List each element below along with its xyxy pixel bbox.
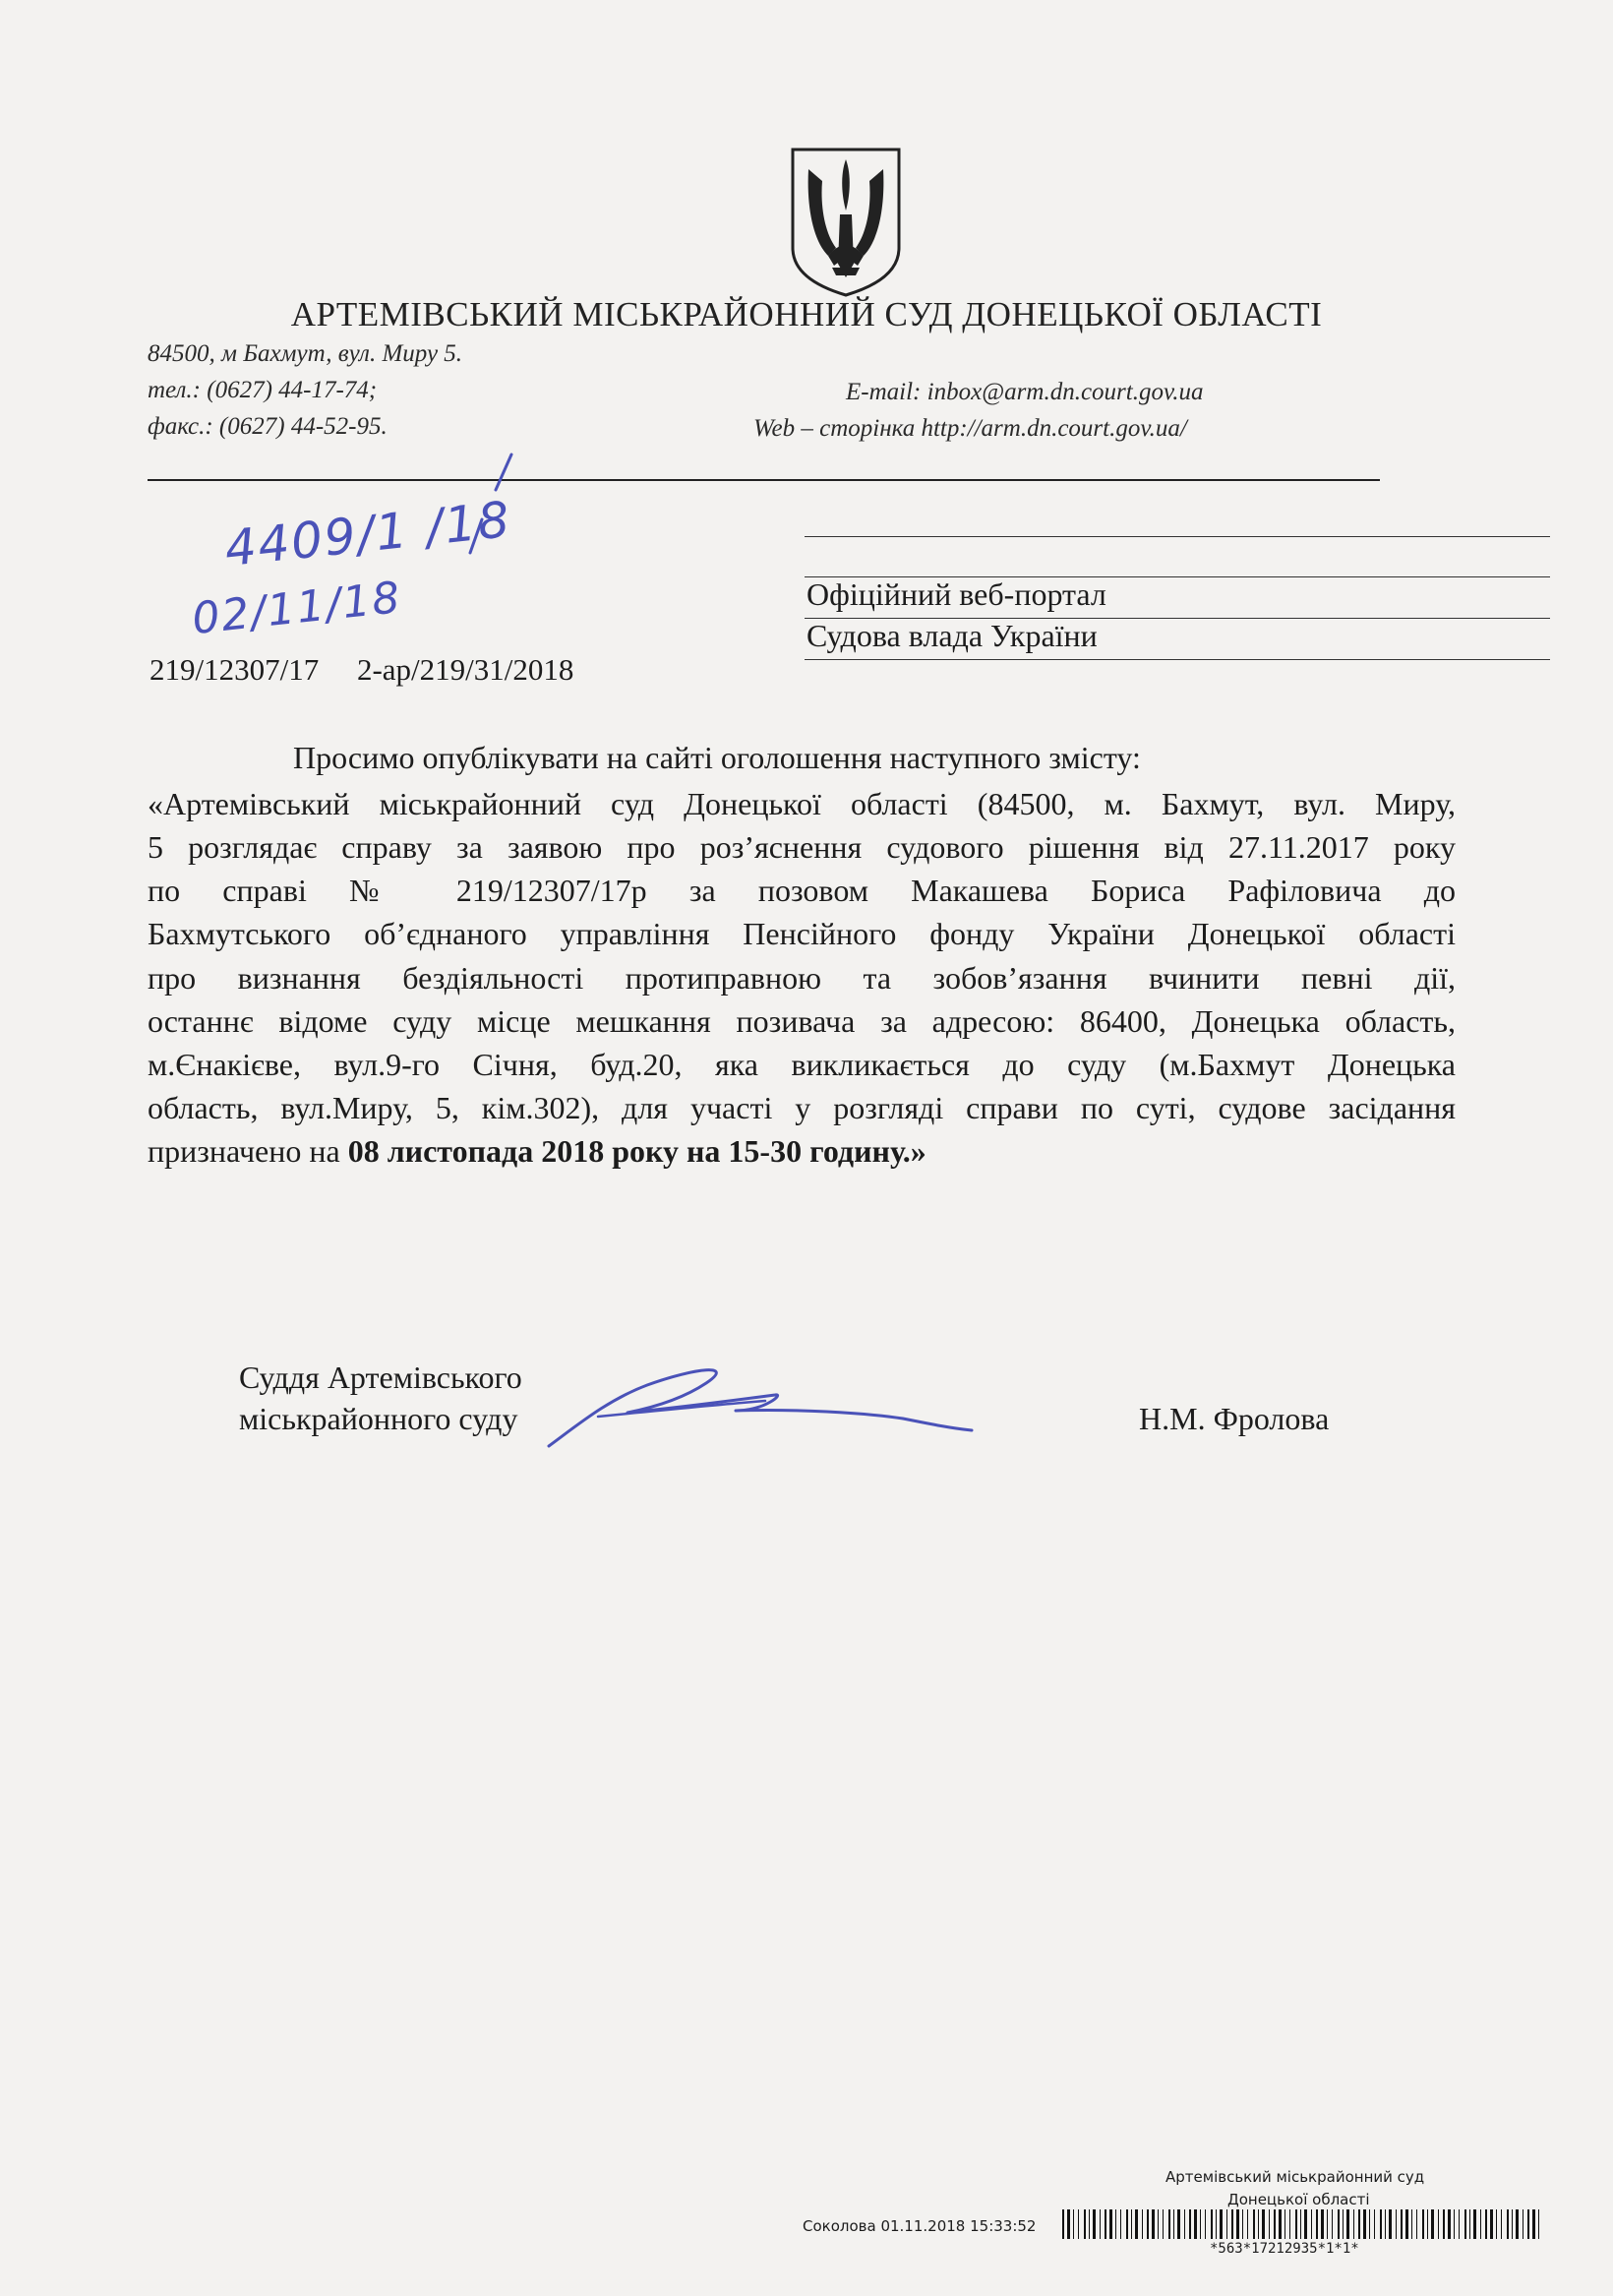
court-fax: факс.: (0627) 44-52-95. <box>148 413 388 440</box>
hearing-date: 08 листопада 2018 року на 15-30 годину.» <box>347 1133 926 1169</box>
judge-name: Н.М. Фролова <box>1139 1401 1330 1436</box>
barcode-number: *563*17212935*1*1* <box>1210 2241 1359 2257</box>
judge-title-line-2: міськрайонного суду <box>239 1401 518 1436</box>
judge-signature <box>539 1356 982 1454</box>
hearing-date-line <box>148 1129 1456 1173</box>
announcement-line: про визнання бездіяльності протиправною та зобов’язання вчинити певні дії, <box>148 960 1456 996</box>
trident-emblem-icon <box>789 146 903 299</box>
header-divider <box>148 479 1380 481</box>
recipient-line-1 <box>805 536 1550 537</box>
barcode <box>1062 2209 1544 2239</box>
announcement-line: «Артемівський міськрайонний суд Донецької області (84500, м. Бахмут, вул. Миру, <box>148 786 1456 821</box>
recipient-portal: Офіційний веб-портал <box>806 576 1106 612</box>
recipient-line-4 <box>805 659 1550 660</box>
case-numbers: 219/12307/17 2-ар/219/31/2018 <box>149 652 574 687</box>
court-email: E-mail: inbox@arm.dn.court.gov.ua <box>846 379 1204 405</box>
stamp-region: Донецької області <box>1227 2191 1370 2208</box>
announcement-line: останнє відоме суду місце мешкання позивача за адресою: 86400, Донецька область, <box>148 1003 1456 1039</box>
stamp-registrar: Соколова 01.11.2018 15:33:52 <box>803 2217 1037 2235</box>
stamp-court-name: Артемівський міськрайонний суд <box>1165 2168 1425 2186</box>
hearing-date-prefix: призначено на <box>148 1133 348 1169</box>
announcement-line: м.Єнакієве, вул.9-го Січня, буд.20, яка викликається до суду (м.Бахмут Донецька <box>148 1047 1456 1082</box>
announcement-line: по справі № 219/12307/17р за позовом Макашева Бориса Рафіловича до <box>148 873 1456 908</box>
recipient-judiciary: Судова влада України <box>806 618 1098 653</box>
court-address: 84500, м Бахмут, вул. Миру 5. <box>148 340 463 367</box>
court-website: Web – сторінка http://arm.dn.court.gov.ua/ <box>753 415 1187 442</box>
handwritten-slash-mark <box>462 451 521 559</box>
request-intro: Просимо опублікувати на сайті оголошення наступного змісту: <box>293 740 1141 775</box>
announcement-line: 5 розглядає справу за заявою про роз’яснення судового рішення від 27.11.2017 року <box>148 829 1456 865</box>
announcement-line: область, вул.Миру, 5, кім.302), для участі у розгляді справи по суті, судове засідання <box>148 1090 1456 1125</box>
handwritten-incoming-number: 4409/1 /18 <box>221 490 514 578</box>
handwritten-incoming-date: 02/11/18 <box>189 572 404 645</box>
judge-title-line-1: Суддя Артемівського <box>239 1359 522 1395</box>
court-phone: тел.: (0627) 44-17-74; <box>148 377 378 403</box>
court-title: АРТЕМІВСЬКИЙ МІСЬКРАЙОННИЙ СУД ДОНЕЦЬКОЇ ОБЛАСТІ <box>290 295 1323 333</box>
announcement-line: Бахмутського об’єднаного управління Пенсійного фонду України Донецької області <box>148 916 1456 951</box>
